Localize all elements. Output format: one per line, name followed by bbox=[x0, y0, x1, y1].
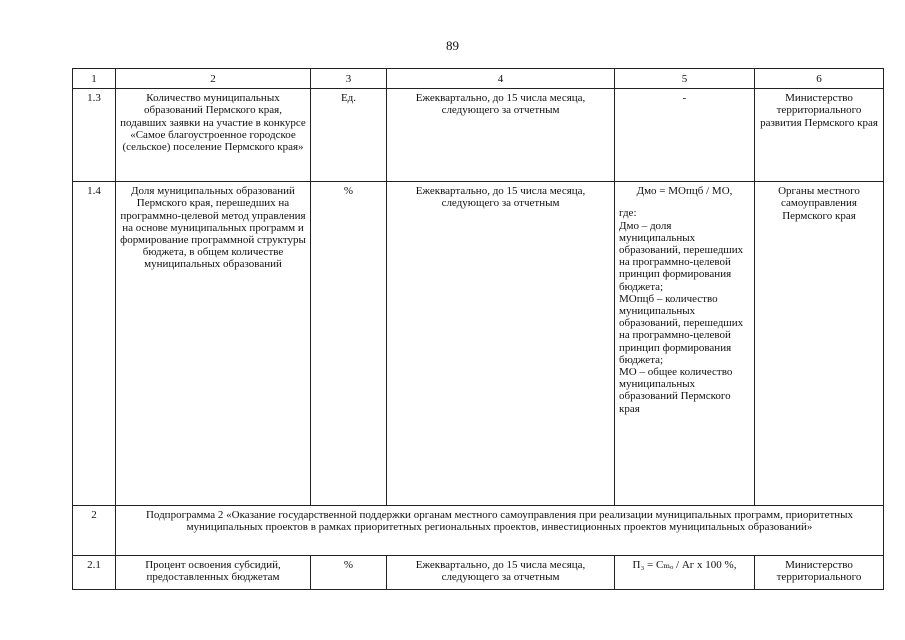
table-row-subprogram-2 bbox=[73, 506, 884, 556]
reporting-period: Ежеквартально, до 15 числа месяца, следующего за отчетным bbox=[387, 182, 615, 506]
calculation-formula: - bbox=[615, 89, 755, 182]
row-number: 1.3 bbox=[73, 89, 116, 182]
row-number: 1.4 bbox=[73, 182, 116, 506]
subprogram-title: Подпрограмма 2 «Оказание государственной поддержки органам местного самоуправления при реализации муниципальных программ, приоритетных муниципальных проектов в рамках приоритетных региональных проектов, инвестиционных проектов муниципальных образований» bbox=[116, 506, 884, 556]
formula-item: Дмо – доля муниципальных образований, перешедших на программно-целевой принцип формирования бюджета; bbox=[619, 219, 744, 293]
column-header-1: 1 bbox=[73, 69, 116, 89]
indicator-unit: % bbox=[311, 182, 387, 506]
indicator-unit: % bbox=[311, 556, 387, 590]
column-header-2: 2 bbox=[116, 69, 311, 89]
formula-main: Дмо = МОпцб / МО, bbox=[636, 185, 733, 198]
responsible-body: Министерство территориального развития Пермского края bbox=[755, 89, 884, 182]
indicator-name: Количество муниципальных образований Пермского края, подавших заявки на участие в конкурсе «Самое благоустроенное городское (сельское) поселение Пермского края» bbox=[116, 89, 311, 182]
row-number: 2.1 bbox=[73, 556, 116, 590]
responsible-body: Министерство территориального bbox=[755, 556, 884, 590]
indicator-unit: Ед. bbox=[311, 89, 387, 182]
calculation-formula-cell bbox=[615, 182, 755, 506]
formula-item: МО – общее количество муниципальных образований Пермского края bbox=[619, 366, 733, 415]
indicator-name: Доля муниципальных образований Пермского края, перешедших на программно-целевой метод управления на основе муниципальных программ и формирование программной структуры бюджета, в общем количестве муниципальных образований bbox=[116, 182, 311, 506]
column-header-6: 6 bbox=[755, 69, 884, 89]
table-row-1-3 bbox=[73, 89, 884, 182]
column-header-3: 3 bbox=[311, 69, 387, 89]
page-number: 89 bbox=[446, 38, 459, 53]
table-row-2-1 bbox=[73, 556, 884, 590]
table-header-row bbox=[73, 69, 884, 89]
table-row-1-4 bbox=[73, 182, 884, 506]
indicator-name: Процент освоения субсидий, предоставленных бюджетам bbox=[116, 556, 311, 590]
indicators-table bbox=[72, 68, 884, 590]
formula-spacer bbox=[619, 197, 750, 207]
reporting-period: Ежеквартально, до 15 числа месяца, следующего за отчетным bbox=[387, 556, 615, 590]
reporting-period: Ежеквартально, до 15 числа месяца, следующего за отчетным bbox=[387, 89, 615, 182]
row-number: 2 bbox=[73, 506, 116, 556]
column-header-4: 4 bbox=[387, 69, 615, 89]
formula-item: МОпцб – количество муниципальных образований, перешедших на программно-целевой принцип формирования бюджета; bbox=[619, 292, 744, 366]
column-header-5: 5 bbox=[615, 69, 755, 89]
responsible-body: Органы местного самоуправления Пермского края bbox=[755, 182, 884, 506]
formula-where: где: bbox=[619, 207, 637, 220]
calculation-formula: П₃ = Сₘₒ / Аг х 100 %, bbox=[615, 556, 755, 590]
